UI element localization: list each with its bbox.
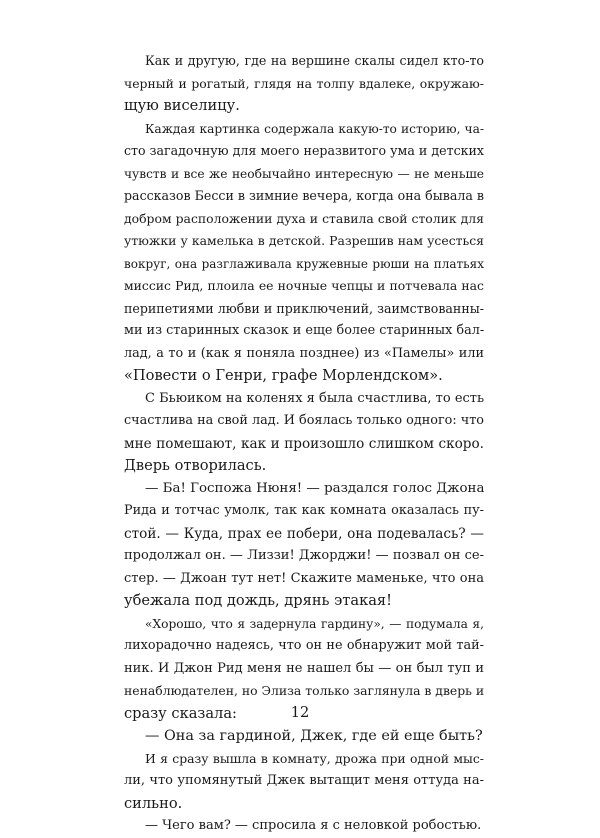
text-line: рассказов Бесси в зимние вечера, когда она бывала в [124, 188, 484, 203]
text-line: лад, а то и (как я поняла позднее) из «Памелы» или [124, 345, 484, 361]
text-line: «Хорошо, что я задернула гардину», — подумала я, [145, 616, 484, 631]
text-line: сильно. [124, 794, 183, 812]
text-line: убежала под дождь, дрянь этакая! [124, 592, 392, 609]
text-line: С Бьюиком на коленях я была счастлива, то есть [145, 390, 484, 406]
text-line: утюжки у камелька в детской. Разрешив нам усесться [124, 233, 484, 248]
text-line: — Она за гардиной, Джек, где ей еще быть? [145, 728, 483, 744]
text-line: Как и другую, где на вершине скалы сидел кто-то [145, 53, 484, 68]
page-number: 12 [290, 704, 310, 721]
text-line: миссис Рид, плоила ее ночные чепцы и потчевала нас [124, 278, 484, 293]
text-line: — Чего вам? — спросила я с неловкой робостью. [145, 818, 482, 833]
text-line: ник. И Джон Рид меня не нашел бы — он был туп и [124, 660, 484, 676]
text-line: продолжал он. — Лиззи! Джорджи! — позвал он се- [124, 548, 484, 563]
text-line: сразу сказала: [124, 704, 237, 722]
text-line: ли, что упомянутый Джек вытащит меня оттуда на- [124, 773, 484, 788]
text-line: стер. — Джоан тут нет! Скажите маменьке, что она [124, 570, 484, 586]
text-line: вокруг, она разглаживала кружевные рюши на платьях [124, 256, 484, 271]
text-line: «Повести о Генри, графе Морлендском». [124, 367, 443, 384]
text-line: — Ба! Госпожа Нюня! — раздался голос Джона [145, 480, 484, 496]
text-line: Рида и тотчас умолк, так как комната оказалась пу- [124, 503, 484, 518]
text-line: сто загадочную для моего неразвитого ума и детских [124, 143, 484, 158]
text-line: черный и рогатый, глядя на толпу вдалеке, окружаю- [124, 75, 484, 91]
text-line: стой. — Куда, прах ее побери, она подевалась? — [124, 525, 484, 542]
text-line: ми из старинных сказок и еще более старинных бал- [124, 323, 484, 338]
text-line: счастлива на свой лад. И боялась только одного: что [124, 413, 484, 428]
text-line: лихорадочно надеясь, что он не обнаружит мой тай- [124, 638, 484, 653]
text-line: перипетиями любви и приключений, заимствованны- [124, 300, 484, 316]
text-line: добром расположении духа и ставила свой столик для [124, 210, 484, 226]
text-line: И я сразу вышла в комнату, дрожа при одной мыс- [145, 750, 484, 766]
text-line: ненаблюдателен, но Элиза только заглянула в дверь и [124, 683, 484, 698]
text-line: Каждая картинка содержала какую-то историю, ча- [145, 121, 484, 136]
text-line: мне помешают, как и произошло слишком скоро. [124, 435, 484, 452]
text-line: чувств и все же необычайно интересную — не меньше [124, 166, 484, 181]
text-line: Дверь отворилась. [124, 457, 267, 474]
text-line: щую виселицу. [124, 97, 240, 114]
